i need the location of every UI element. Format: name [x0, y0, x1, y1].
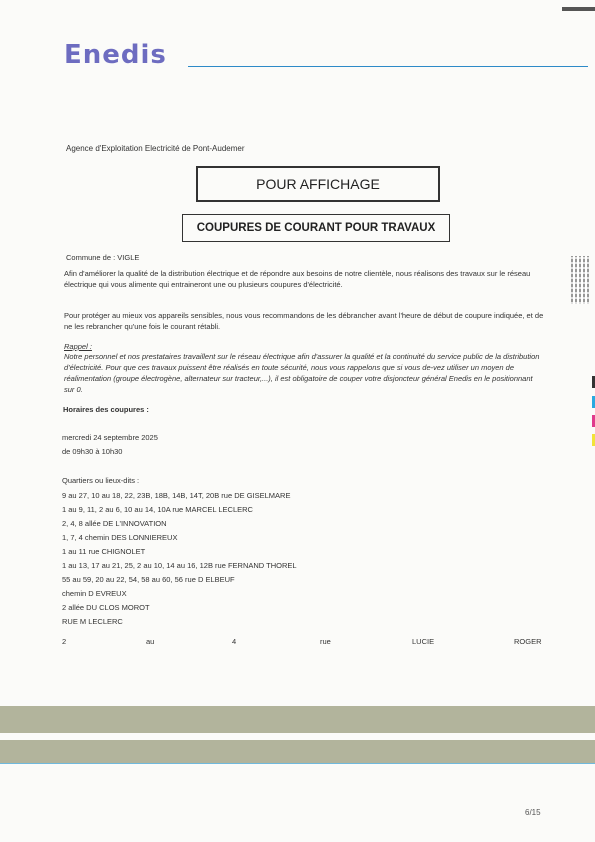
outage-time: de 09h30 à 10h30 [62, 447, 123, 456]
row-col-au: au [146, 637, 155, 646]
address-line: 9 au 27, 10 au 18, 22, 23B, 18B, 14B, 14T, 20B rue DE GISELMARE [62, 491, 291, 500]
protection-paragraph: Pour protéger au mieux vos appareils sensibles, nous vous recommandons de les débrancher avant l'heure de début de coupure indiquée, et de ne les rebrancher qu'une fois le courant rétabli. [64, 311, 544, 331]
subtitle-text: COUPURES DE COURANT POUR TRAVAUX [196, 222, 436, 234]
address-line: 2 allée DU CLOS MOROT [62, 603, 150, 612]
address-line: 55 au 59, 20 au 22, 54, 58 au 60, 56 rue D ELBEUF [62, 575, 235, 584]
header-rule [188, 66, 588, 67]
row-col-start: 2 [62, 637, 67, 646]
agency-name: Agence d'Exploitation Electricité de Pont-Audemer [66, 144, 245, 153]
commune-label: Commune de : VIGLE [66, 253, 140, 262]
horaires-label: Horaires des coupures : [63, 405, 149, 414]
row-col-name2: ROGER [514, 637, 542, 646]
footer-band-bottom [0, 740, 595, 764]
row-col-type: rue [320, 637, 331, 646]
outage-date: mercredi 24 septembre 2025 [62, 433, 158, 442]
footer-band-top [0, 706, 595, 733]
rappel-text: Notre personnel et nos prestataires travaillent sur le réseau électrique afin d'assurer la qualité et la continuité du service public de la distribution d'électricité. Pour que ces travaux puissent être réalisés en toute sécurité, nous vous rappelons que si vous de-vez utiliser un moyen de réalimentation (groupe électrogène, alternateur sur tracteur,...), il est obligatoire de couper votre disjoncteur général Enedis en le positionnant sur 0. [64, 352, 540, 394]
footer-blue-rule [0, 763, 595, 764]
address-line: 1 au 11 rue CHIGNOLET [62, 547, 146, 556]
address-row-columns [0, 636, 595, 648]
address-line: 1, 7, 4 chemin DES LONNIEREUX [62, 533, 178, 542]
address-line: 1 au 13, 17 au 21, 25, 2 au 10, 14 au 16, 12B rue FERNAND THOREL [62, 561, 297, 570]
address-line: 1 au 9, 11, 2 au 6, 10 au 14, 10A rue MARCEL LECLERC [62, 505, 253, 514]
title-box [196, 166, 440, 202]
title-text: POUR AFFICHAGE [256, 176, 380, 192]
address-line: RUE M LECLERC [62, 617, 123, 626]
row-col-name1: LUCIE [412, 637, 435, 646]
top-edge-mark [562, 7, 595, 11]
row-col-end: 4 [232, 637, 237, 646]
datamatrix-overlay [571, 256, 589, 304]
intro-paragraph: Afin d'améliorer la qualité de la distribution électrique et de répondre aux besoins de notre clientèle, nous réalisons des travaux sur le réseau électrique qui vous alimente qui entraineront une ou plusieurs coupures d'électricité. [64, 269, 531, 289]
page-number: 6/15 [525, 808, 541, 817]
subtitle-box [182, 214, 450, 242]
address-line: 2, 4, 8 allée DE L'INNOVATION [62, 519, 167, 528]
quartiers-label: Quartiers ou lieux-dits : [62, 476, 140, 485]
address-line: chemin D EVREUX [62, 589, 127, 598]
rappel-label: Rappel : [64, 342, 92, 351]
enedis-logo: Enedis [64, 40, 167, 70]
